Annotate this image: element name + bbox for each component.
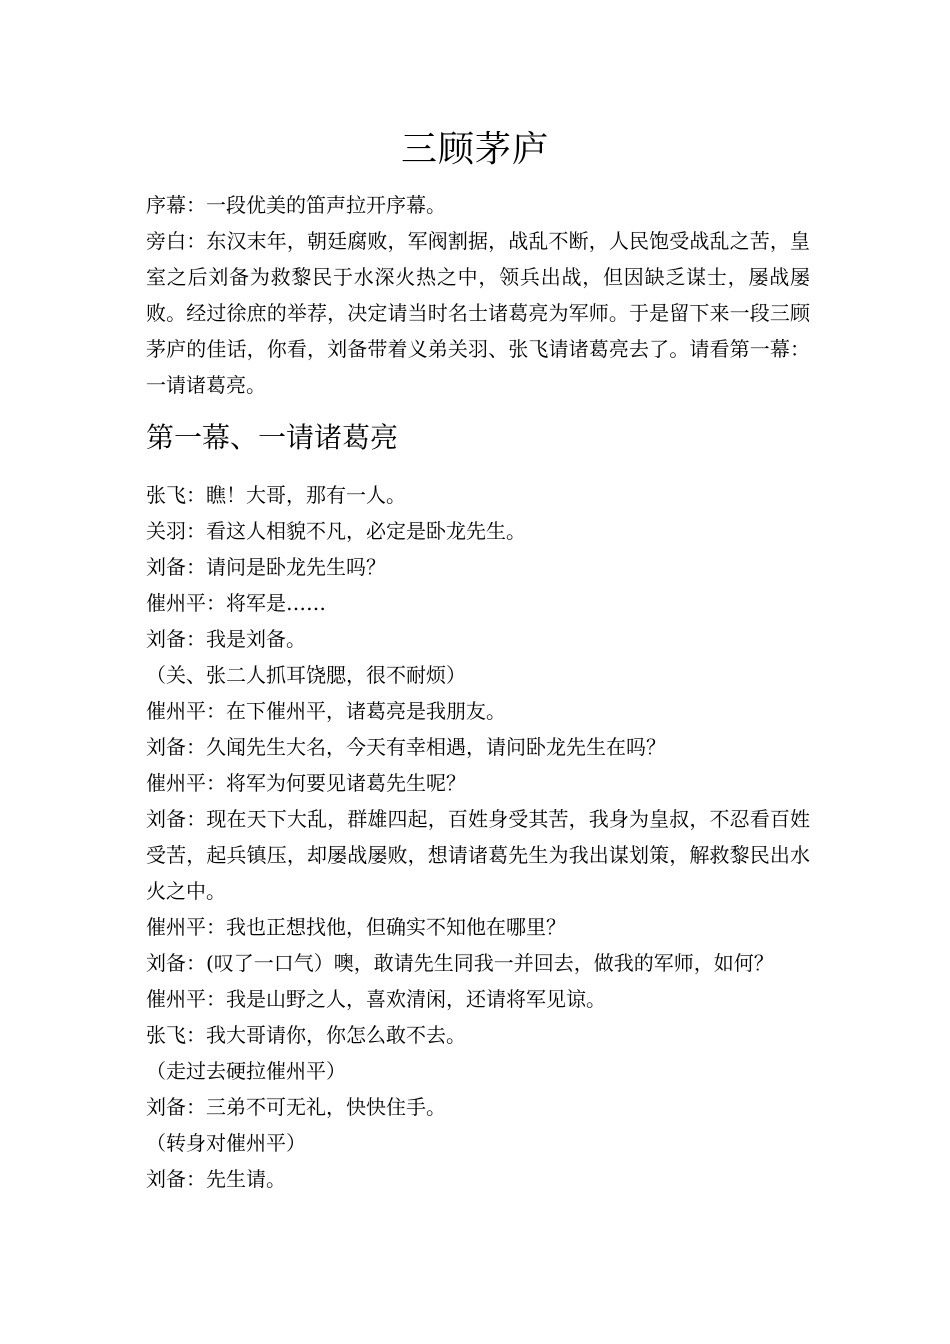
dialogue-line: 刘备：先生请。 [146, 1167, 286, 1191]
dialogue-line: 催州平：我也正想找他，但确实不知他在哪里？ [146, 915, 566, 939]
stage-direction: （走过去硬拉催州平） [146, 1059, 346, 1083]
dialogue-line: 催州平：我是山野之人，喜欢清闲，还请将军见谅。 [146, 987, 606, 1011]
dialogue-line: 刘备：现在天下大乱，群雄四起，百姓身受其苦，我身为皇叔，不忍看百姓受苦，起兵镇压，却屡战屡败，想请诸葛先生为我出谋划策，解救黎民出水火之中。 [146, 807, 810, 903]
intro-block [146, 187, 810, 403]
dialogue-line: 刘备：久闻先生大名，今天有幸相遇，请问卧龙先生在吗？ [146, 735, 666, 759]
section-heading: 第一幕、一请诸葛亮 [146, 421, 399, 454]
dialogue-line: 关羽：看这人相貌不凡，必定是卧龙先生。 [146, 519, 526, 543]
dialogue-line: 催州平：在下催州平，诸葛亮是我朋友。 [146, 699, 506, 723]
dialogue-block [146, 477, 810, 1197]
dialogue-line: 刘备：请问是卧龙先生吗？ [146, 555, 386, 579]
dialogue-line: 张飞：瞧！大哥，那有一人。 [146, 483, 406, 507]
dialogue-line: 催州平：将军是…… [146, 591, 326, 615]
stage-direction: （关、张二人抓耳饶腮，很不耐烦） [146, 663, 466, 687]
stage-direction: （转身对催州平） [146, 1131, 306, 1155]
dialogue-line: 刘备：我是刘备。 [146, 627, 306, 651]
dialogue-line: 刘备：三弟不可无礼，快快住手。 [146, 1095, 446, 1119]
intro-paragraph: 旁白：东汉末年，朝廷腐败，军阀割据，战乱不断，人民饱受战乱之苦，皇室之后刘备为救黎民于水深火热之中，领兵出战，但因缺乏谋士，屡战屡败。经过徐庶的举荐，决定请当时名士诸葛亮为军师。于是留下来一段三顾茅庐的佳话，你看，刘备带着义弟关羽、张飞请诸葛亮去了。请看第一幕：一请诸葛亮。 [146, 229, 810, 397]
document-title: 三顾茅庐 [400, 129, 549, 170]
intro-paragraph: 序幕：一段优美的笛声拉开序幕。 [146, 193, 446, 217]
dialogue-line: 刘备：(叹了一口气）噢，敢请先生同我一并回去，做我的军师，如何？ [146, 951, 774, 975]
dialogue-line: 张飞：我大哥请你，你怎么敢不去。 [146, 1023, 466, 1047]
dialogue-line: 催州平：将军为何要见诸葛先生呢？ [146, 771, 466, 795]
